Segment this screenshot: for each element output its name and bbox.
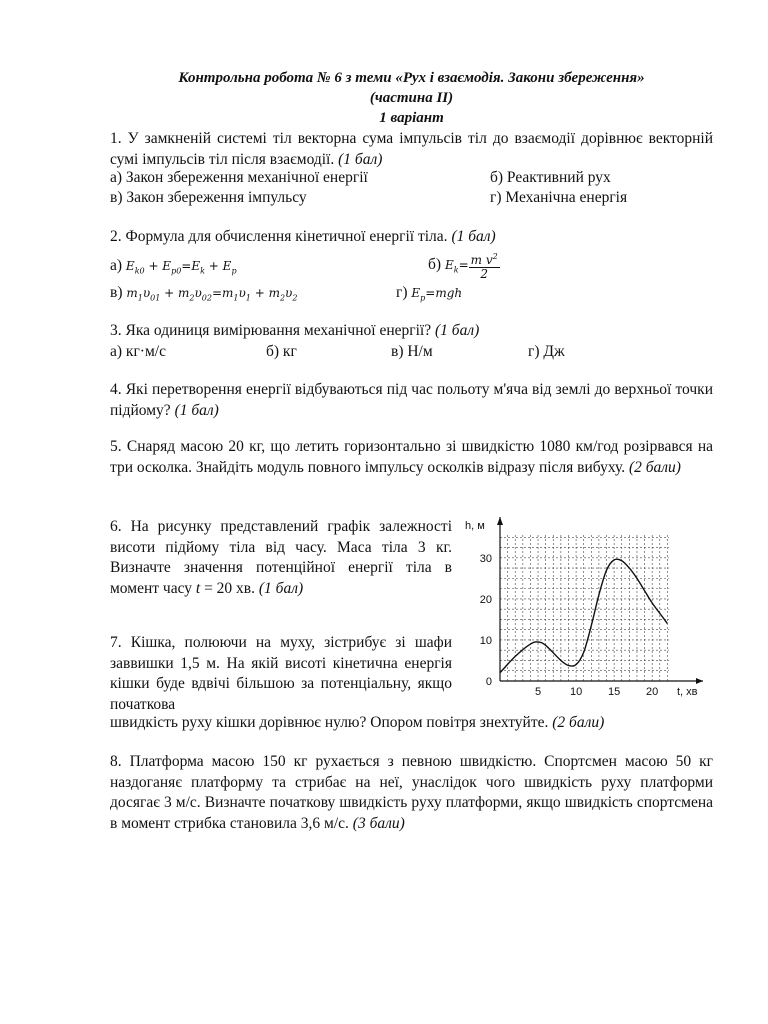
q2-option-a-label: а): [110, 257, 123, 274]
chart-y-axis-label: h, м: [465, 520, 485, 532]
question-4: [110, 380, 713, 421]
q2-option-g: [396, 283, 462, 308]
question-2-points: (1 бал): [451, 228, 496, 245]
q1-option-v: в) Закон збереження імпульсу: [110, 189, 307, 206]
question-5-text: 5. Снаряд масою 20 кг, що летить горизонтально зі швидкістю 1080 км/год розірвався на три осколка. Знайдіть модуль повного імпульсу осколків відразу після вибуху.: [110, 438, 713, 476]
question-1-text: 1. У замкненій системі тіл векторна сума імпульсів тіл до взаємодії дорівнює векторній сумі імпульсів тіл після взаємодії.: [110, 130, 713, 168]
height-time-chart: [455, 513, 715, 708]
q2-formula-b: $E_k=$: [444, 258, 469, 275]
question-3-text: 3. Яка одиниця вимірювання механічної енергії?: [110, 322, 432, 339]
question-7-text-cont: швидкість руху кішки дорівнює нулю? Опором повітря знехтуйте.: [110, 714, 549, 731]
q2-option-a: [110, 256, 237, 281]
x-tick-label: 10: [569, 686, 583, 698]
q3-option-g: г) Дж: [528, 343, 565, 360]
question-1-points: (1 бал): [338, 150, 383, 168]
y-tick-label: 0: [485, 676, 492, 688]
chart-axes: [497, 517, 703, 684]
x-tick-label: 20: [646, 686, 659, 698]
q1-option-g: г) Механічна енергія: [490, 189, 628, 206]
question-8: [110, 752, 713, 834]
chart-x-axis-label: t, хв: [677, 686, 698, 698]
question-6-variable: t: [195, 579, 201, 597]
q2-formula-b-fraction: $\frac{m v^2}{2}$: [470, 252, 498, 281]
chart-grid: [500, 533, 669, 681]
question-4-points: (1 бал): [174, 401, 219, 419]
question-6-text-end: = 20 хв.: [204, 579, 255, 597]
q1-option-b: б) Реактивний рух: [490, 169, 611, 186]
q3-option-a: а) кг·м/с: [110, 343, 166, 360]
y-tick-label: 30: [479, 552, 492, 565]
question-8-points: (3 бали): [352, 814, 405, 832]
q2-option-v-label: в): [110, 284, 123, 301]
question-7-text: 7. Кішка, полюючи на муху, зістрибує зі шафи заввишки 1,5 м. На якій висоті кінетична енергія кішки буде вдвічі більшою за потенціальну, якщо початкова: [110, 634, 452, 713]
q2-formula-g: $E_p=mgh$: [411, 286, 463, 303]
question-7: [110, 633, 452, 715]
question-3-points: (1 бал): [434, 322, 480, 339]
variant-label: 1 варіант: [379, 110, 444, 126]
question-4-text: 4. Які перетворення енергії відбуваються під час польоту м'яча від землі до верхньої точки підйому?: [110, 381, 713, 419]
question-5-points: (2 бали): [628, 458, 681, 476]
question-1: [110, 129, 713, 170]
q2-option-b: [428, 250, 500, 281]
q2-option-v: [110, 283, 297, 308]
chart-tick-labels: [480, 553, 659, 698]
question-3: [110, 321, 713, 342]
y-tick-label: 10: [479, 634, 492, 647]
y-axis-arrow-icon: [497, 517, 503, 525]
q3-option-b: б) кг: [266, 343, 297, 360]
question-6: [110, 517, 452, 599]
q2-formula-v: $m_1\upsilon_{01} + m_2\upsilon_{02}=m_1\upsilon_1 + m_2\upsilon_2$: [126, 286, 298, 303]
q2-option-b-label: б): [428, 256, 442, 274]
question-2-text: 2. Формула для обчислення кінетичної енергії тіла.: [110, 228, 448, 245]
test-title: Контрольна робота № 6 з теми «Рух і взаємодія. Закони збереження»: [178, 70, 645, 86]
q2-formula-a: $E_{k0} + E_{p0}=E_k + E_p$: [125, 259, 237, 276]
question-7-points: (2 бали): [552, 714, 605, 731]
question-6-points: (1 бал): [258, 579, 304, 597]
question-5: [110, 437, 713, 478]
question-2: [110, 227, 713, 248]
q1-option-a: а) Закон збереження механічної енергії: [110, 169, 368, 186]
question-6-text: 6. На рисунку представлений графік залежності висоти підйому тіла від часу. Маса тіла 3 кг. Визначте значення потенційної енергії тіла в момент часу: [110, 518, 452, 597]
y-tick-label: 20: [479, 593, 492, 606]
question-8-text: 8. Платформа масою 150 кг рухається з певною швидкістю. Спортсмен масою 50 кг наздоганяє платформу та стрибає на неї, унаслідок чого швидкість руху платформи досягає 3 м/с. Визначте початкову швидкість руху платформи, якщо швидкість спортсмена в момент стрибка становила 3,6 м/с.: [110, 753, 713, 832]
q3-option-v: в) Н/м: [391, 343, 433, 360]
q2-option-g-label: г): [396, 284, 408, 301]
x-axis-arrow-icon: [696, 678, 703, 684]
x-tick-label: 5: [534, 686, 542, 698]
question-7-continuation: [110, 713, 604, 733]
test-subtitle: (частина ІІ): [369, 90, 454, 106]
x-tick-label: 15: [608, 686, 621, 698]
